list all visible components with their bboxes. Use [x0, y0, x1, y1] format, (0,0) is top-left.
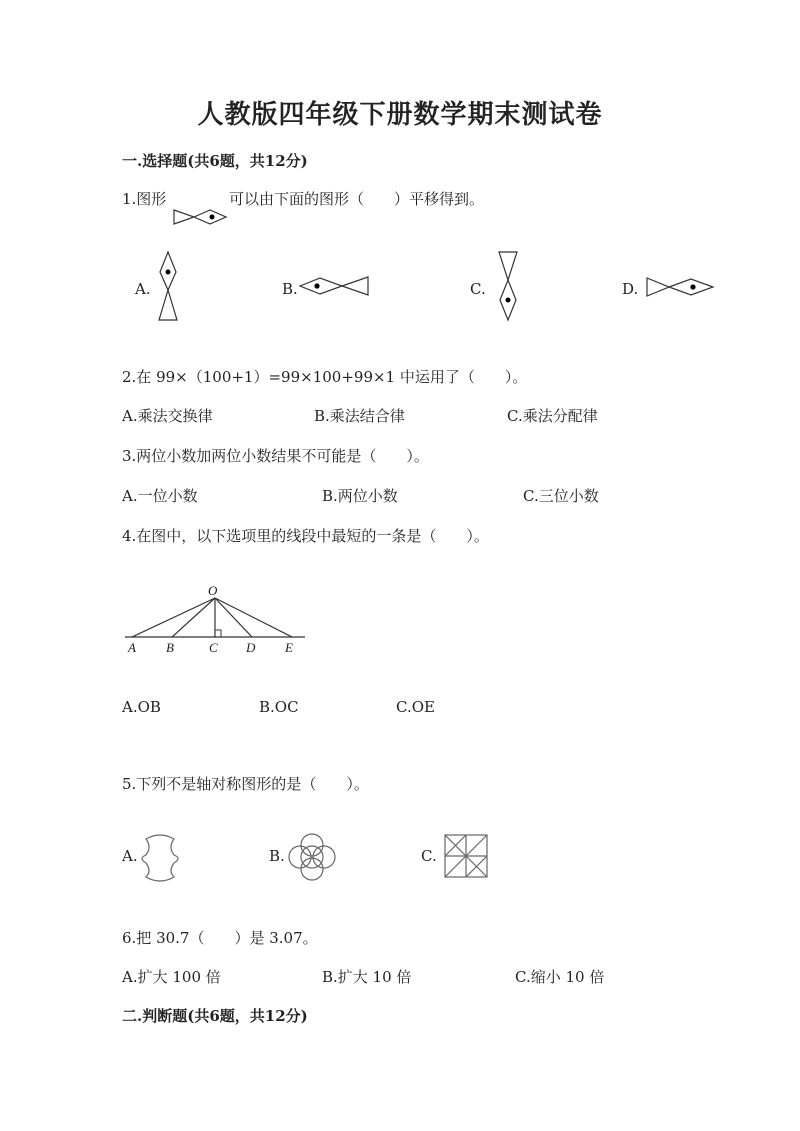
- question-1-text-end: 可以由下面的图形（ ）平移得到。: [229, 190, 485, 208]
- point-label-e: E: [285, 640, 293, 655]
- section-heading-judgment: 二.判断题(共6题，共12分): [122, 1007, 308, 1025]
- q1-option-a[interactable]: A.: [135, 280, 151, 298]
- point-label-c: C: [209, 640, 218, 655]
- question-4-text: 4.在图中，以下选项里的线段中最短的一条是（ ）。: [122, 527, 489, 545]
- q5-option-a[interactable]: A.: [122, 847, 138, 865]
- q1-option-d[interactable]: D.: [622, 280, 639, 298]
- q1-option-b[interactable]: B.: [282, 280, 298, 298]
- q2-option-a[interactable]: A.乘法交换律: [122, 407, 213, 425]
- question-3-text: 3.两位小数加两位小数结果不可能是（ ）。: [122, 447, 429, 465]
- page-title: 人教版四年级下册数学期末测试卷: [197, 100, 603, 130]
- q2-option-c[interactable]: C.乘法分配律: [507, 407, 598, 425]
- q3-option-a[interactable]: A.一位小数: [122, 487, 198, 505]
- q5-option-c-figure: [443, 833, 489, 879]
- q1-option-c-figure: [495, 250, 521, 322]
- point-label-d: D: [246, 640, 256, 655]
- q5-option-b[interactable]: B.: [269, 847, 285, 865]
- q1-option-b-figure: [298, 273, 370, 299]
- point-label-b: B: [166, 640, 174, 655]
- question-2-text: 2.在 99×（100+1）=99×100+99×1 中运用了（ ）。: [122, 368, 528, 386]
- q4-option-c[interactable]: C.OE: [396, 698, 435, 716]
- q4-geometry-figure: [120, 580, 320, 660]
- point-label-o: O: [208, 583, 218, 598]
- q1-option-a-figure: [155, 250, 181, 322]
- q4-option-a[interactable]: A.OB: [122, 698, 161, 716]
- q4-option-b[interactable]: B.OC: [259, 698, 299, 716]
- q3-option-c[interactable]: C.三位小数: [523, 487, 599, 505]
- question-6-text: 6.把 30.7（ ）是 3.07。: [122, 929, 318, 947]
- q2-option-b[interactable]: B.乘法结合律: [314, 407, 405, 425]
- question-5-text: 5.下列不是轴对称图形的是（ ）。: [122, 775, 369, 793]
- point-label-a: A: [128, 640, 136, 655]
- q6-option-c[interactable]: C.缩小 10 倍: [515, 968, 605, 986]
- q1-option-d-figure: [645, 276, 715, 298]
- q6-option-b[interactable]: B.扩大 10 倍: [322, 968, 412, 986]
- question-1-text-start: 1.图形: [122, 190, 167, 208]
- q5-option-b-figure: [287, 832, 337, 882]
- section-heading-choice: 一.选择题(共6题，共12分): [122, 152, 308, 170]
- q5-option-c[interactable]: C.: [421, 847, 437, 865]
- q5-option-a-figure: [138, 833, 182, 883]
- q3-option-b[interactable]: B.两位小数: [322, 487, 398, 505]
- q1-option-c[interactable]: C.: [470, 280, 486, 298]
- q6-option-a[interactable]: A.扩大 100 倍: [122, 968, 221, 986]
- q1-reference-figure: [172, 206, 228, 228]
